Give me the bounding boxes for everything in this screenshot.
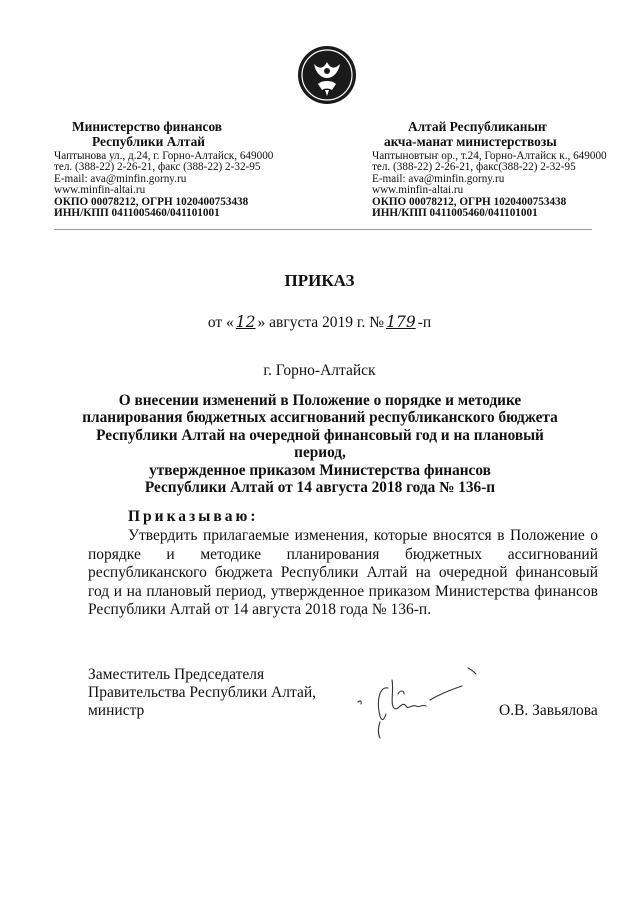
okpo-alt: ОКПО 00078212, ОГРН 1020400753438 [372, 195, 567, 208]
order-number: 179 [386, 313, 416, 331]
document-title: ПРИКАЗ [284, 271, 355, 290]
subject-line: Республики Алтай на очередной финансовый год и на плановый период, [96, 426, 544, 462]
signatory-name: О.В. Завьялова [499, 702, 598, 719]
header-divider [54, 229, 592, 230]
order-body: Утвердить прилагаемые изменения, которые вносятся в Положение о порядке и методике планирования бюджетных ассигнований республиканского бюджета Республики Алтай на очередной финансовый год и на плановый период, утвержденное приказом Министерства финансов Республики Алтай от 14 августа 2018 года № 136-п. [88, 527, 598, 619]
number-suffix: -п [417, 314, 432, 331]
date-day: 12 [235, 313, 256, 331]
address-ru: Чаптынова ул., д.24, г. Горно-Алтайск, 649000 [54, 150, 274, 162]
position-line: министр [88, 701, 145, 719]
subject-line: утвержденное приказом Министерства финансов [149, 461, 491, 479]
org-name-alt-line1: Алтай Республиканыҥ [408, 119, 547, 134]
header-right [372, 119, 622, 219]
email-ru: E-mail: ava@minfin.gorny.ru [54, 172, 187, 185]
org-name-ru-line1: Министерство финансов [72, 119, 223, 134]
date-rest: » августа 2019 г. № [257, 314, 385, 331]
inn-alt: ИНН/КПП 0411005460/041101001 [372, 207, 538, 220]
org-name-alt-line2: акча-манат министерствозы [384, 134, 557, 149]
email-alt: E-mail: ava@minfin.gorny.ru [372, 172, 505, 185]
header-left [54, 119, 312, 219]
order-heading: Приказываю: [128, 508, 259, 525]
website-alt: www.minfin-altai.ru [372, 184, 464, 197]
website-ru: www.minfin-altai.ru [54, 184, 146, 197]
position-line: Заместитель Председателя [88, 666, 265, 683]
date-line [0, 313, 639, 332]
org-name-ru-line2: Республики Алтай [92, 134, 205, 149]
subject-line: О внесении изменений в Положение о порядке и методике [118, 392, 522, 409]
city: г. Горно-Алтайск [263, 362, 376, 379]
subject-line: планирования бюджетных ассигнований республиканского бюджета [82, 409, 558, 427]
position-line: Правительства Республики Алтай, [88, 683, 316, 701]
document-subject [70, 392, 570, 496]
inn-ru: ИНН/КПП 0411005460/041101001 [54, 207, 220, 220]
signatory-position [88, 666, 316, 719]
address-alt: Чаптыновтыҥ ор., т.24, Горно-Алтайск к., 649000 [372, 150, 607, 162]
handwritten-signature [350, 660, 490, 740]
phone-ru: тел. (388-22) 2-26-21, факс (388-22) 2-32-95 [54, 161, 261, 174]
date-prefix: от « [207, 314, 234, 331]
okpo-ru: ОКПО 00078212, ОГРН 1020400753438 [54, 195, 249, 208]
altai-republic-emblem-icon [296, 44, 358, 106]
phone-alt: тел. (388-22) 2-26-21, факс(388-22) 2-32-95 [372, 161, 576, 174]
subject-line: Республики Алтай от 14 августа 2018 года № 136-п [144, 479, 496, 497]
